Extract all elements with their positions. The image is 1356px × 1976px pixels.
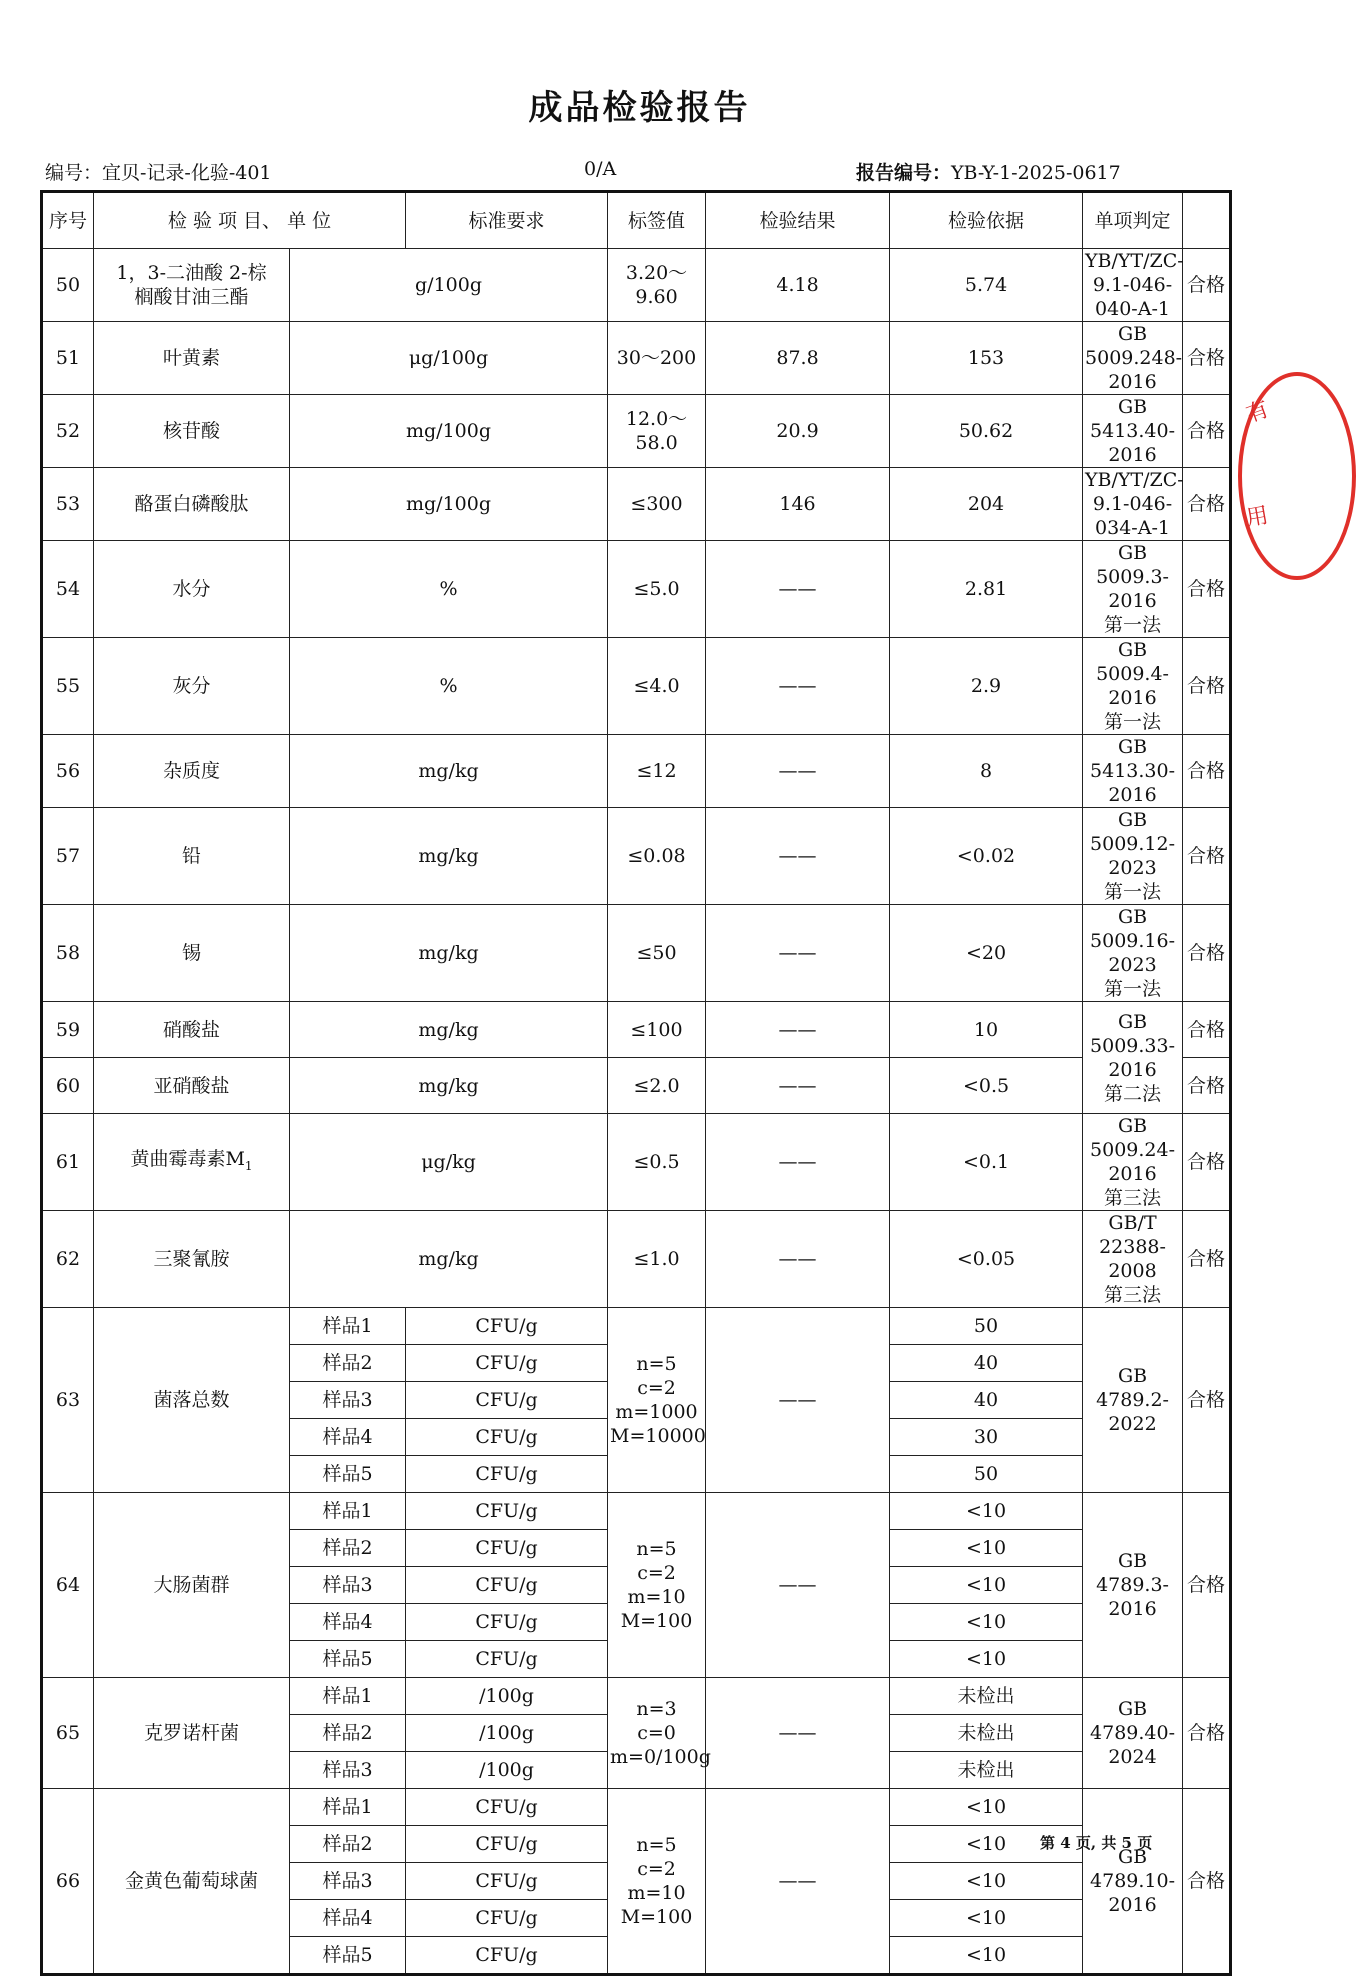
test-basis: GB 5413.30-2016 — [1083, 735, 1183, 808]
test-result: 2.9 — [890, 638, 1083, 735]
unit: mg/kg — [290, 808, 608, 905]
row-number: 51 — [42, 322, 94, 395]
sample-unit: CFU/g — [406, 1456, 608, 1493]
test-result: <20 — [890, 905, 1083, 1002]
sample-name: 样品4 — [290, 1419, 406, 1456]
sample-result: <10 — [890, 1826, 1083, 1863]
label-value: —— — [706, 905, 890, 1002]
row-number: 54 — [42, 541, 94, 638]
test-result: 2.81 — [890, 541, 1083, 638]
sample-name: 样品4 — [290, 1604, 406, 1641]
header-row — [42, 192, 1231, 249]
sample-unit: /100g — [406, 1752, 608, 1789]
test-basis: GB 4789.40-2024 — [1083, 1678, 1183, 1789]
sample-result: 50 — [890, 1456, 1083, 1493]
unit: mg/100g — [290, 395, 608, 468]
verdict: 合格 — [1183, 1789, 1231, 1975]
verdict: 合格 — [1183, 638, 1231, 735]
sample-result: 40 — [890, 1382, 1083, 1419]
sample-name: 样品5 — [290, 1456, 406, 1493]
row-number: 61 — [42, 1114, 94, 1211]
sample-name: 样品5 — [290, 1937, 406, 1975]
standard-requirement: n=5 c=2 m=10 M=100 — [608, 1789, 706, 1975]
label-value: 4.18 — [706, 249, 890, 322]
standard-requirement: n=5 c=2 m=1000 M=10000 — [608, 1308, 706, 1493]
table-row — [42, 638, 1231, 735]
test-result: <0.5 — [890, 1058, 1083, 1114]
test-basis: GB 5009.4-2016 第一法 — [1083, 638, 1183, 735]
header-cell: 标准要求 — [406, 192, 608, 249]
verdict: 合格 — [1183, 249, 1231, 322]
label-value: —— — [706, 1678, 890, 1789]
standard-requirement: ≤1.0 — [608, 1211, 706, 1308]
label-value: —— — [706, 541, 890, 638]
verdict: 合格 — [1183, 1058, 1231, 1114]
table-row — [42, 1114, 1231, 1211]
standard-requirement: ≤0.5 — [608, 1114, 706, 1211]
sample-unit: CFU/g — [406, 1345, 608, 1382]
test-item-text: 叶黄素 — [162, 347, 220, 369]
table-row — [42, 905, 1231, 1002]
sample-name: 样品3 — [290, 1567, 406, 1604]
sample-name: 样品1 — [290, 1493, 406, 1530]
standard-requirement: ≤5.0 — [608, 541, 706, 638]
table-row — [42, 1058, 1231, 1114]
test-result: 8 — [890, 735, 1083, 808]
standard-requirement: ≤0.08 — [608, 808, 706, 905]
test-item-text: 硝酸盐 — [162, 1018, 220, 1041]
test-item-text: 黄曲霉毒素M — [130, 1147, 245, 1170]
test-basis: YB/YT/ZC-9.1-046- 040-A-1 — [1083, 249, 1183, 322]
test-item — [94, 735, 290, 808]
header-cell: 序号 — [42, 192, 94, 249]
standard-requirement: ≤100 — [608, 1002, 706, 1058]
test-result: 204 — [890, 468, 1083, 541]
verdict: 合格 — [1183, 1308, 1231, 1493]
row-number: 52 — [42, 395, 94, 468]
report-number-label: 报告编号： — [856, 162, 952, 184]
test-basis: GB 5009.12-2023 第一法 — [1083, 808, 1183, 905]
document-number: 编号：宜贝-记录-化验-401 — [45, 162, 272, 184]
sample-unit: CFU/g — [406, 1493, 608, 1530]
test-item-text: 灰分 — [172, 675, 211, 697]
test-result: <0.02 — [890, 808, 1083, 905]
sample-row — [42, 1493, 1231, 1530]
report-title: 成品检验报告 — [528, 88, 751, 128]
sample-result: 未检出 — [890, 1715, 1083, 1752]
row-number: 58 — [42, 905, 94, 1002]
header-cell: 检验结果 — [706, 192, 890, 249]
test-basis: YB/YT/ZC-9.1-046- 034-A-1 — [1083, 468, 1183, 541]
sample-result: 未检出 — [890, 1752, 1083, 1789]
row-number: 55 — [42, 638, 94, 735]
test-result: <0.1 — [890, 1114, 1083, 1211]
report-number-value: YB-Y-1-2025-0617 — [951, 162, 1121, 184]
inspection-table — [40, 190, 1232, 1976]
test-result: <0.05 — [890, 1211, 1083, 1308]
table-row — [42, 735, 1231, 808]
label-value: —— — [706, 1789, 890, 1975]
sample-row — [42, 1789, 1231, 1826]
revision: 0/A — [584, 158, 617, 180]
sample-unit: /100g — [406, 1678, 608, 1715]
standard-requirement: 30～200 — [608, 322, 706, 395]
unit: mg/kg — [290, 1058, 608, 1114]
sample-name: 样品2 — [290, 1826, 406, 1863]
sample-result: <10 — [890, 1567, 1083, 1604]
row-number: 66 — [42, 1789, 94, 1975]
row-number: 64 — [42, 1493, 94, 1678]
test-item — [94, 468, 290, 541]
test-basis: GB 5413.40-2016 — [1083, 395, 1183, 468]
verdict: 合格 — [1183, 1114, 1231, 1211]
table-row — [42, 1211, 1231, 1308]
standard-requirement: ≤2.0 — [608, 1058, 706, 1114]
standard-requirement: ≤300 — [608, 468, 706, 541]
verdict: 合格 — [1183, 1678, 1231, 1789]
header-cell: 单项判定 — [1083, 192, 1183, 249]
standard-requirement: 3.20～9.60 — [608, 249, 706, 322]
test-basis: GB 5009.3-2016 第一法 — [1083, 541, 1183, 638]
label-value: —— — [706, 1058, 890, 1114]
sample-result: <10 — [890, 1863, 1083, 1900]
sample-unit: CFU/g — [406, 1900, 608, 1937]
test-result: 10 — [890, 1002, 1083, 1058]
table-row — [42, 249, 1231, 322]
row-number: 65 — [42, 1678, 94, 1789]
label-value: —— — [706, 1114, 890, 1211]
test-item — [94, 395, 290, 468]
sample-row — [42, 1678, 1231, 1715]
sample-result: 40 — [890, 1345, 1083, 1382]
standard-requirement: ≤12 — [608, 735, 706, 808]
test-item — [94, 1058, 290, 1114]
row-number: 53 — [42, 468, 94, 541]
test-basis: GB 5009.16-2023 第一法 — [1083, 905, 1183, 1002]
test-item: 大肠菌群 — [94, 1493, 290, 1678]
sample-name: 样品1 — [290, 1678, 406, 1715]
unit: μg/100g — [290, 322, 608, 395]
test-item-text: 杂质度 — [162, 760, 220, 782]
standard-requirement: n=5 c=2 m=10 M=100 — [608, 1493, 706, 1678]
sample-unit: CFU/g — [406, 1863, 608, 1900]
test-item — [94, 322, 290, 395]
sample-unit: CFU/g — [406, 1789, 608, 1826]
sample-name: 样品1 — [290, 1789, 406, 1826]
row-number: 60 — [42, 1058, 94, 1114]
test-basis: GB 5009.248-2016 — [1083, 322, 1183, 395]
sample-result: 50 — [890, 1308, 1083, 1345]
verdict: 合格 — [1183, 1493, 1231, 1678]
stamp-char-2: 用 — [1244, 503, 1271, 532]
verdict: 合格 — [1183, 1211, 1231, 1308]
test-item-subscript: 1 — [244, 1158, 253, 1173]
label-value: 20.9 — [706, 395, 890, 468]
sample-name: 样品3 — [290, 1382, 406, 1419]
header-cell: 检验依据 — [890, 192, 1083, 249]
header-cell: 标签值 — [608, 192, 706, 249]
test-item: 克罗诺杆菌 — [94, 1678, 290, 1789]
test-item-text: 亚硝酸盐 — [153, 1074, 230, 1097]
sample-unit: /100g — [406, 1715, 608, 1752]
row-number: 63 — [42, 1308, 94, 1493]
sample-name: 样品5 — [290, 1641, 406, 1678]
row-number: 62 — [42, 1211, 94, 1308]
test-item — [94, 541, 290, 638]
sample-unit: CFU/g — [406, 1530, 608, 1567]
verdict: 合格 — [1183, 905, 1231, 1002]
unit: mg/kg — [290, 905, 608, 1002]
test-item — [94, 1002, 290, 1058]
test-basis: GB/T 22388-2008 第三法 — [1083, 1211, 1183, 1308]
sample-unit: CFU/g — [406, 1419, 608, 1456]
report-number — [856, 158, 1121, 185]
table-row — [42, 468, 1231, 541]
test-basis: GB 4789.3-2016 — [1083, 1493, 1183, 1678]
label-value: —— — [706, 638, 890, 735]
verdict: 合格 — [1183, 1002, 1231, 1058]
table-row — [42, 322, 1231, 395]
test-item: 菌落总数 — [94, 1308, 290, 1493]
row-number: 59 — [42, 1002, 94, 1058]
table-row — [42, 808, 1231, 905]
test-basis: GB 5009.24-2016 第三法 — [1083, 1114, 1183, 1211]
test-item-text: 锡 — [181, 942, 201, 964]
table-row — [42, 1002, 1231, 1058]
test-item-text: 水分 — [172, 578, 211, 600]
verdict: 合格 — [1183, 808, 1231, 905]
label-value: —— — [706, 808, 890, 905]
verdict: 合格 — [1183, 322, 1231, 395]
test-item-text: 三聚氰胺 — [153, 1248, 230, 1270]
label-value: 87.8 — [706, 322, 890, 395]
sample-name: 样品3 — [290, 1752, 406, 1789]
row-number: 56 — [42, 735, 94, 808]
test-item — [94, 905, 290, 1002]
test-item — [94, 808, 290, 905]
table-row — [42, 395, 1231, 468]
test-item: 金黄色葡萄球菌 — [94, 1789, 290, 1975]
sample-unit: CFU/g — [406, 1382, 608, 1419]
sample-result: <10 — [890, 1493, 1083, 1530]
sample-result: 未检出 — [890, 1678, 1083, 1715]
sample-unit: CFU/g — [406, 1604, 608, 1641]
test-result: 153 — [890, 322, 1083, 395]
verdict: 合格 — [1183, 541, 1231, 638]
sample-result: <10 — [890, 1641, 1083, 1678]
sample-unit: CFU/g — [406, 1567, 608, 1604]
unit: mg/kg — [290, 1002, 608, 1058]
label-value: —— — [706, 1211, 890, 1308]
sample-name: 样品2 — [290, 1345, 406, 1382]
sample-name: 样品2 — [290, 1530, 406, 1567]
sample-unit: CFU/g — [406, 1937, 608, 1975]
unit: % — [290, 638, 608, 735]
unit: % — [290, 541, 608, 638]
unit: mg/100g — [290, 468, 608, 541]
sample-name: 样品1 — [290, 1308, 406, 1345]
test-basis: GB 4789.2-2022 — [1083, 1308, 1183, 1493]
unit: μg/kg — [290, 1114, 608, 1211]
label-value: —— — [706, 735, 890, 808]
sample-result: <10 — [890, 1937, 1083, 1975]
page-footer: 第 4 页, 共 5 页 — [1040, 1834, 1153, 1852]
sample-result: <10 — [890, 1530, 1083, 1567]
unit: g/100g — [290, 249, 608, 322]
sample-name: 样品4 — [290, 1900, 406, 1937]
stamp-char-1: 有 — [1243, 396, 1273, 428]
standard-requirement: n=3 c=0 m=0/100g — [608, 1678, 706, 1789]
unit: mg/kg — [290, 735, 608, 808]
row-number: 57 — [42, 808, 94, 905]
test-item — [94, 638, 290, 735]
label-value: —— — [706, 1493, 890, 1678]
standard-requirement: ≤50 — [608, 905, 706, 1002]
label-value: 146 — [706, 468, 890, 541]
test-result: 5.74 — [890, 249, 1083, 322]
sample-name: 样品2 — [290, 1715, 406, 1752]
test-item — [94, 1114, 290, 1211]
test-basis: GB 4789.10-2016 — [1083, 1789, 1183, 1975]
sample-result: 30 — [890, 1419, 1083, 1456]
verdict: 合格 — [1183, 395, 1231, 468]
test-result: 50.62 — [890, 395, 1083, 468]
sample-row — [42, 1308, 1231, 1345]
test-item — [94, 1211, 290, 1308]
test-item — [94, 249, 290, 322]
test-item-text: 核苷酸 — [162, 420, 220, 442]
unit: mg/kg — [290, 1211, 608, 1308]
row-number: 50 — [42, 249, 94, 322]
label-value: —— — [706, 1308, 890, 1493]
standard-requirement: ≤4.0 — [608, 638, 706, 735]
standard-requirement: 12.0～58.0 — [608, 395, 706, 468]
test-basis: GB 5009.33-2016 第二法 — [1083, 1002, 1183, 1114]
verdict: 合格 — [1183, 468, 1231, 541]
sample-result: <10 — [890, 1789, 1083, 1826]
test-item-text: 酪蛋白磷酸肽 — [134, 493, 249, 515]
verdict: 合格 — [1183, 735, 1231, 808]
sample-unit: CFU/g — [406, 1641, 608, 1678]
sample-unit: CFU/g — [406, 1308, 608, 1345]
sample-result: <10 — [890, 1604, 1083, 1641]
test-item-text: 铅 — [181, 845, 201, 867]
sample-result: <10 — [890, 1900, 1083, 1937]
header-cell: 检 验 项 目、 单 位 — [94, 192, 406, 249]
table-row — [42, 541, 1231, 638]
test-item-text: 1，3-二油酸 2-棕 榈酸甘油三酯 — [116, 262, 267, 308]
label-value: —— — [706, 1002, 890, 1058]
sample-name: 样品3 — [290, 1863, 406, 1900]
sample-unit: CFU/g — [406, 1826, 608, 1863]
